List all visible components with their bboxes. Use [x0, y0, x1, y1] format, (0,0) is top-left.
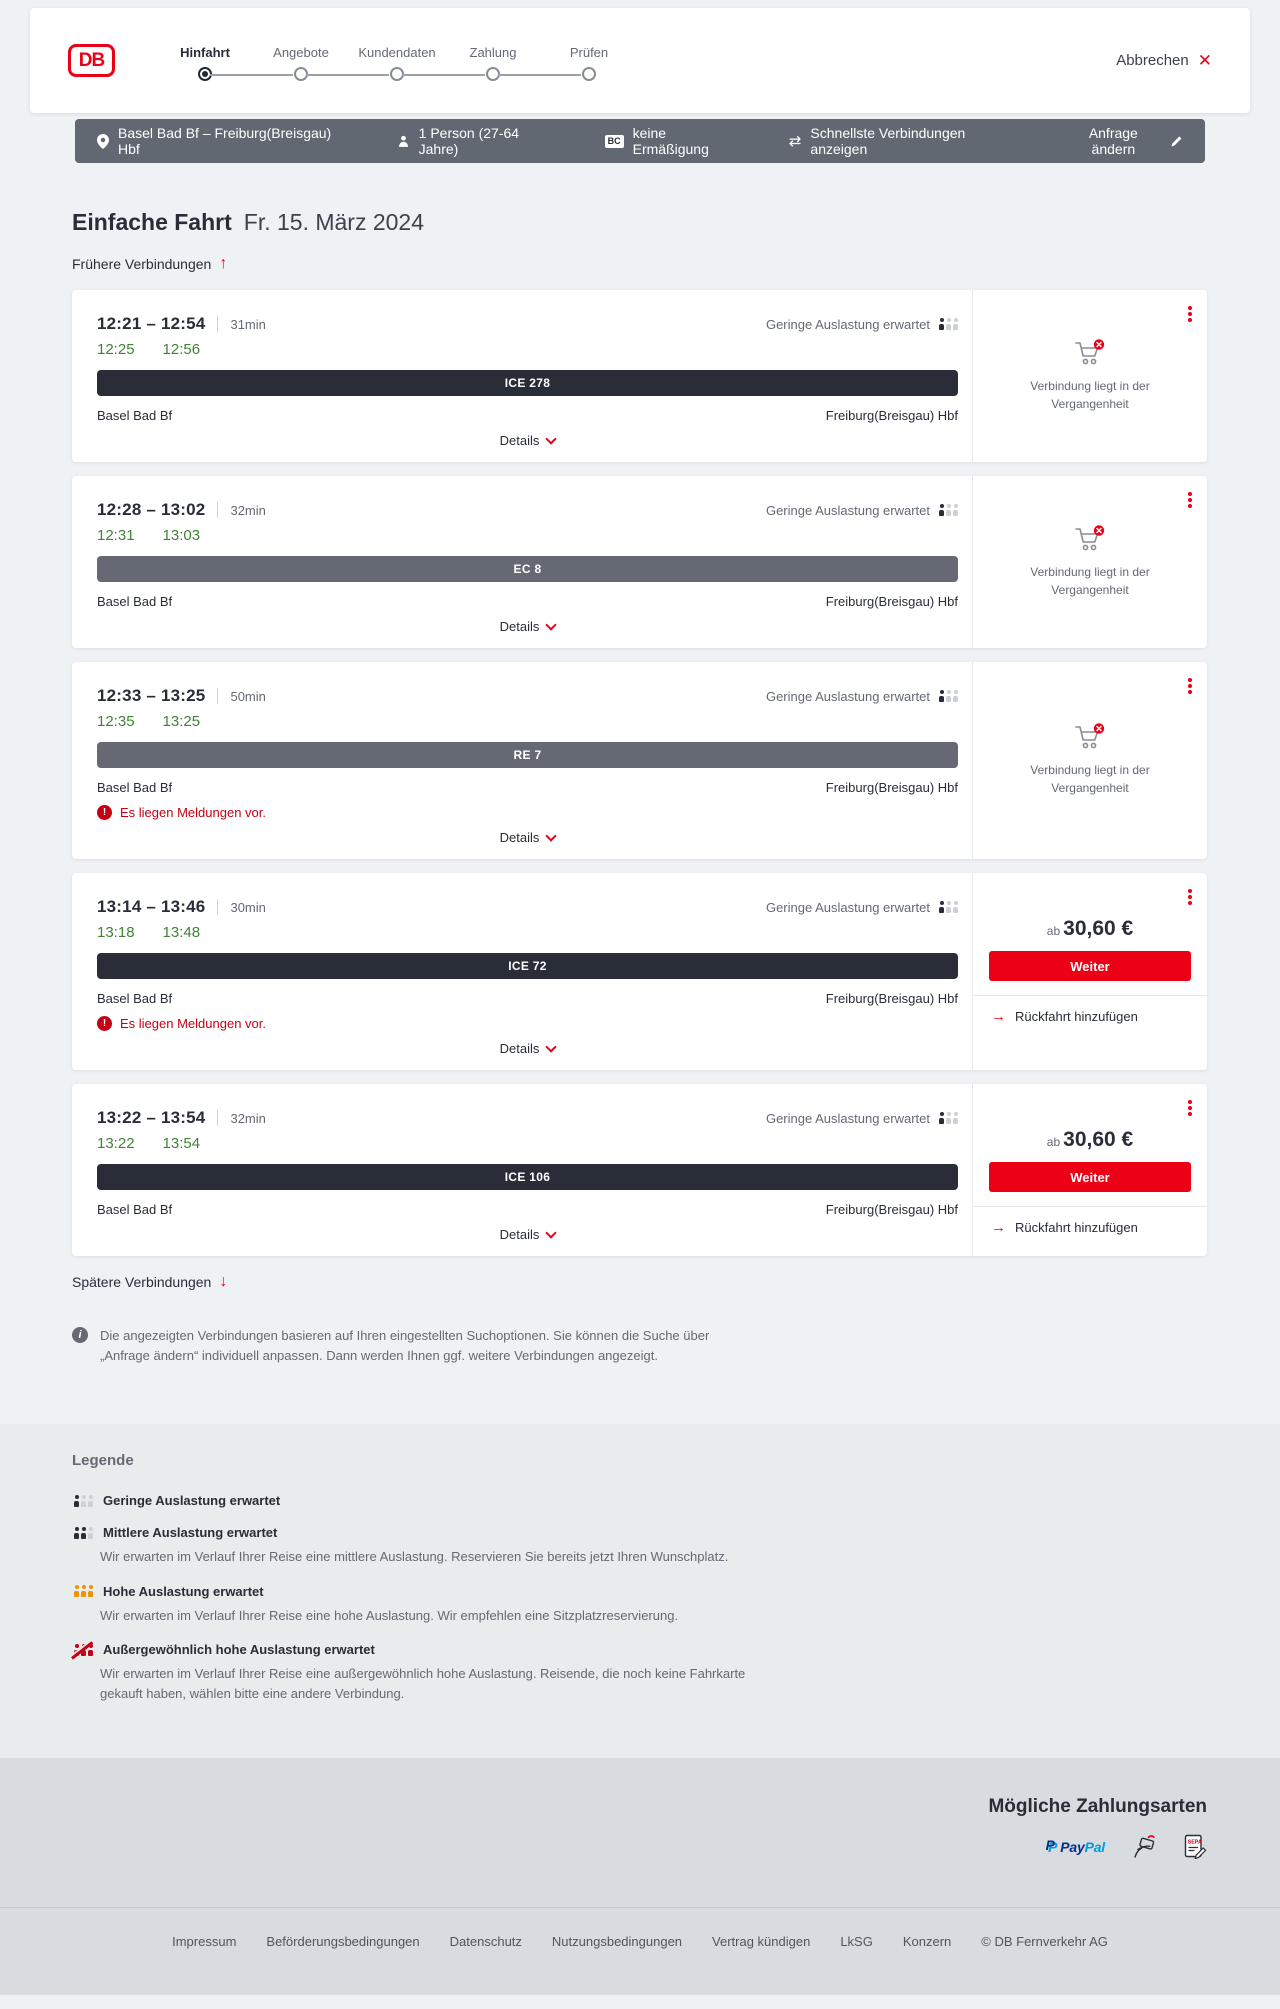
legend-description: Wir erwarten im Verlauf Ihrer Reise eine hohe Auslastung. Wir empfehlen eine Sitzplatzreservierung. — [100, 1607, 679, 1623]
connection-side-panel — [972, 476, 1207, 648]
departure-station: Basel Bad Bf — [97, 594, 173, 609]
occupancy-indicator — [766, 900, 958, 915]
duration: 32min — [230, 1110, 266, 1126]
divider — [217, 316, 218, 332]
passenger-summary — [397, 125, 559, 157]
occupancy-low-icon — [937, 504, 958, 516]
train-label[interactable]: ICE 278 — [97, 370, 958, 396]
earlier-connections-link[interactable]: Frühere Verbindungen ↑ — [72, 255, 228, 272]
divider — [217, 899, 218, 915]
divider — [217, 1110, 218, 1126]
arrival-station: Freiburg(Breisgau) Hbf — [825, 408, 958, 423]
price-prefix: ab — [1046, 924, 1061, 938]
connection-times: 12:21 – 12:54 — [97, 314, 206, 333]
add-return-label: Rückfahrt hinzufügen — [1015, 1220, 1138, 1235]
chevron-down-icon — [546, 1041, 557, 1052]
route-label: Basel Bad Bf – Freiburg(Breisgau) Hbf — [118, 125, 332, 157]
price-value: 30,60 € — [1063, 1128, 1134, 1151]
details-row — [97, 423, 958, 452]
footer-links — [0, 1908, 1280, 1995]
page-heading — [72, 209, 1207, 236]
add-return-label: Rückfahrt hinzufügen — [1015, 1009, 1138, 1024]
more-menu-button[interactable] — [1184, 672, 1196, 700]
person-icon — [397, 135, 410, 148]
app-header — [30, 8, 1250, 113]
duration: 31min — [230, 316, 266, 332]
arrow-right-icon: → — [991, 1219, 1006, 1236]
occupancy-indicator — [766, 317, 958, 332]
chevron-down-icon — [546, 619, 557, 630]
step-kundendaten[interactable]: Kundendaten — [349, 45, 445, 81]
train-label[interactable]: RE 7 — [97, 742, 958, 768]
warning-text: Es liegen Meldungen vor. — [120, 805, 266, 820]
connection-main — [72, 873, 972, 1070]
departure-station: Basel Bad Bf — [97, 1202, 173, 1217]
warning-icon: ! — [97, 805, 112, 820]
info-text: Die angezeigten Verbindungen basieren auf Ihren eingestellten Suchoptionen. Sie können die Suche über „Anfrage ändern“ individuell anpassen. Dann werden Ihnen ggf. weitere Verbindungen angezeigt. — [100, 1328, 710, 1364]
connection-side-panel — [972, 290, 1207, 462]
chevron-down-icon — [546, 433, 557, 444]
connection-card — [72, 662, 1207, 859]
connection-main — [72, 662, 972, 859]
travel-date: Fr. 15. März 2024 — [243, 209, 425, 235]
arrival-station: Freiburg(Breisgau) Hbf — [825, 780, 958, 795]
step-pruefen[interactable]: Prüfen — [541, 45, 637, 81]
legend-item-low: Geringe Auslastung erwartet — [72, 1493, 1207, 1508]
time-row — [97, 500, 958, 520]
divider — [217, 688, 218, 704]
past-connection-box — [989, 524, 1191, 613]
occupancy-label: Geringe Auslastung erwartet — [765, 1110, 930, 1126]
departure-station: Basel Bad Bf — [97, 991, 173, 1006]
later-connections-link[interactable]: Spätere Verbindungen ↓ — [72, 1273, 228, 1290]
payment-section — [0, 1758, 1280, 1995]
train-label[interactable]: ICE 106 — [97, 1164, 958, 1190]
divider — [217, 502, 218, 518]
svg-text:SEPA: SEPA — [1187, 1839, 1202, 1846]
occupancy-label: Geringe Auslastung erwartet — [765, 688, 930, 704]
details-row — [97, 609, 958, 638]
departure-station: Basel Bad Bf — [97, 780, 173, 795]
close-icon: ✕ — [1197, 51, 1212, 70]
occupancy-low-icon — [72, 1495, 93, 1507]
connection-side-panel — [972, 1084, 1207, 1256]
occupancy-low-icon — [937, 1112, 958, 1124]
occupancy-label: Geringe Auslastung erwartet — [765, 316, 930, 332]
connection-times: 13:22 – 13:54 — [97, 1108, 206, 1127]
occupancy-indicator — [766, 503, 958, 518]
realtime-departure: 13:18 — [97, 924, 135, 941]
connection-card — [72, 476, 1207, 648]
realtime-arrival: 13:25 — [162, 713, 201, 730]
occupancy-indicator — [766, 1111, 958, 1126]
progress-stepper — [157, 45, 637, 81]
realtime-row — [97, 713, 958, 730]
legend-title: Legende — [72, 1452, 134, 1470]
change-request-label: Anfrage ändern — [1088, 125, 1138, 157]
add-return-button[interactable] — [973, 995, 1207, 1037]
occupancy-low-icon — [937, 318, 958, 330]
price — [989, 1128, 1191, 1152]
past-connection-text: Verbindung liegt in der Vergangenheit — [1030, 564, 1150, 597]
departure-station: Basel Bad Bf — [97, 408, 173, 423]
cart-unavailable-icon — [1074, 524, 1106, 553]
realtime-arrival: 13:54 — [162, 1135, 201, 1152]
footer-link[interactable]: Datenschutz — [449, 1934, 522, 1950]
db-logo[interactable]: DB — [68, 44, 115, 77]
details-row — [97, 820, 958, 849]
fastest-label: Schnellste Verbindungen anzeigen — [810, 125, 966, 157]
realtime-row — [97, 1135, 958, 1152]
arrival-station: Freiburg(Breisgau) Hbf — [825, 991, 958, 1006]
search-criteria-bar — [75, 119, 1205, 163]
cancel-label: Abbrechen — [1116, 52, 1189, 69]
location-pin-icon — [97, 134, 109, 149]
occupancy-label: Geringe Auslastung erwartet — [765, 502, 930, 518]
time-row — [97, 897, 958, 917]
past-connection-box — [989, 338, 1191, 427]
duration: 32min — [230, 502, 266, 518]
footer-link[interactable]: Nutzungsbedingungen — [551, 1934, 683, 1950]
connection-main — [72, 1084, 972, 1256]
more-menu-button[interactable] — [1184, 883, 1196, 911]
time-row — [97, 1108, 958, 1128]
connection-times: 12:28 – 13:02 — [97, 500, 206, 519]
payment-title: Mögliche Zahlungsarten — [988, 1796, 1207, 1818]
train-label[interactable]: ICE 72 — [97, 953, 958, 979]
realtime-row — [97, 527, 958, 544]
details-label: Details — [499, 1227, 540, 1242]
connection-side-panel — [972, 662, 1207, 859]
cart-unavailable-icon — [1074, 338, 1106, 367]
route-summary — [97, 125, 351, 157]
footer-link[interactable]: Konzern — [902, 1934, 952, 1950]
legend-description: Wir erwarten im Verlauf Ihrer Reise eine mittlere Auslastung. Reservieren Sie bereits jetzt Ihren Wunschplatz. — [100, 1549, 729, 1565]
step-hinfahrt[interactable]: Hinfahrt — [157, 45, 253, 81]
bahncard-icon: BC — [605, 135, 624, 148]
details-label: Details — [499, 433, 540, 448]
legend-item-high: Hohe Auslastung erwartet Wir erwarten im Verlauf Ihrer Reise eine hohe Auslastung. Wir empfehlen eine Sitzplatzreservierung. — [72, 1584, 1207, 1626]
occupancy-indicator — [766, 689, 958, 704]
details-label: Details — [499, 830, 540, 845]
pencil-icon — [1170, 135, 1183, 148]
cart-unavailable-icon — [1074, 722, 1106, 751]
more-menu-button[interactable] — [1184, 1094, 1196, 1122]
continue-button[interactable]: Weiter — [989, 951, 1191, 981]
details-toggle[interactable] — [500, 830, 556, 845]
results-area — [72, 209, 1207, 1424]
occupancy-medium-icon — [72, 1527, 93, 1539]
discount-summary — [605, 125, 743, 157]
arrow-down-icon: ↓ — [219, 1273, 228, 1290]
legend-item-exceptional: Außergewöhnlich hohe Auslastung erwartet Wir erwarten im Verlauf Ihrer Reise eine außergewöhnlich hohe Auslastung. Reisende, die noch keine Fahrkarte gekauft haben, wählen bitte eine andere Verbindung. — [72, 1642, 1207, 1703]
stations-row — [97, 408, 958, 423]
details-toggle[interactable] — [500, 1227, 556, 1242]
past-connection-text: Verbindung liegt in der Vergangenheit — [1030, 763, 1150, 795]
train-label[interactable]: EC 8 — [97, 556, 958, 582]
connection-card — [72, 290, 1207, 462]
payment-methods — [72, 1834, 1207, 1859]
step-dot — [582, 67, 596, 81]
messages-warning — [97, 1016, 958, 1031]
step-angebote[interactable]: Angebote — [253, 45, 349, 81]
connection-side-panel — [972, 873, 1207, 1070]
chevron-down-icon — [546, 830, 557, 841]
stations-row — [97, 991, 958, 1006]
cancel-button[interactable] — [1116, 52, 1212, 69]
search-options-note — [72, 1326, 1207, 1424]
realtime-row — [97, 924, 958, 941]
stations-row — [97, 1202, 958, 1217]
price-value: 30,60 € — [1063, 917, 1134, 940]
occupancy-high-icon — [72, 1585, 93, 1597]
details-toggle[interactable] — [500, 433, 556, 448]
add-return-button[interactable] — [973, 1206, 1207, 1248]
occupancy-low-icon — [937, 690, 958, 702]
fast-connections-icon: ⇄ — [788, 132, 802, 150]
arrival-station: Freiburg(Breisgau) Hbf — [825, 1202, 958, 1217]
connection-card — [72, 873, 1207, 1070]
occupancy-low-icon — [937, 901, 958, 913]
realtime-row — [97, 341, 958, 358]
details-row — [97, 1031, 958, 1060]
details-label: Details — [499, 619, 540, 634]
sepa-icon — [1184, 1834, 1207, 1859]
time-row — [97, 314, 958, 334]
realtime-departure: 13:22 — [97, 1135, 135, 1152]
occupancy-exceptional-icon — [72, 1644, 93, 1656]
legend-description: Wir erwarten im Verlauf Ihrer Reise eine außergewöhnlich hohe Auslastung. Reisende, die noch keine Fahrkarte gekauft haben, wählen bitte eine andere Verbindung. — [100, 1666, 746, 1701]
details-label: Details — [499, 1041, 540, 1056]
legend-section — [0, 1424, 1280, 1758]
more-menu-button[interactable] — [1184, 300, 1196, 328]
details-row — [97, 1217, 958, 1246]
discount-label: keine Ermäßigung — [632, 125, 709, 157]
stations-row — [97, 594, 958, 609]
connection-times: 12:33 – 13:25 — [97, 686, 206, 705]
fastest-connections-toggle[interactable] — [789, 125, 1021, 157]
footer-link[interactable]: © DB Fernverkehr AG — [981, 1934, 1108, 1950]
passengers-label: 1 Person (27-64 Jahre) — [418, 125, 520, 157]
arrival-station: Freiburg(Breisgau) Hbf — [825, 594, 958, 609]
realtime-arrival: 13:48 — [162, 924, 201, 941]
realtime-departure: 12:31 — [97, 527, 135, 544]
warning-text: Es liegen Meldungen vor. — [120, 1016, 266, 1031]
stations-row — [97, 780, 958, 795]
chevron-down-icon — [546, 1227, 557, 1238]
arrow-up-icon: ↑ — [219, 255, 228, 272]
step-zahlung[interactable]: Zahlung — [445, 45, 541, 81]
credit-card-icon — [1131, 1834, 1158, 1859]
page-title: Einfache Fahrt — [72, 209, 232, 235]
realtime-departure: 12:25 — [97, 341, 135, 358]
price-prefix: ab — [1046, 1135, 1061, 1149]
footer-link[interactable]: Impressum — [172, 1934, 237, 1950]
realtime-arrival: 13:03 — [162, 527, 201, 544]
footer-link[interactable]: LkSG — [840, 1934, 873, 1950]
price — [989, 917, 1191, 941]
past-connection-text: Verbindung liegt in der Vergangenheit — [1030, 378, 1150, 411]
arrow-right-icon: → — [991, 1008, 1006, 1025]
footer-link[interactable]: Vertrag kündigen — [712, 1934, 811, 1950]
change-request-button[interactable] — [1066, 125, 1183, 157]
connection-main — [72, 476, 972, 648]
paypal-icon: P P Pay Pal — [1048, 1839, 1105, 1855]
duration: 50min — [230, 688, 266, 704]
legend-item-medium: Mittlere Auslastung erwartet Wir erwarten im Verlauf Ihrer Reise eine mittlere Auslastung. Reservieren Sie bereits jetzt Ihren Wunschplatz. — [72, 1525, 1207, 1567]
connection-list — [72, 290, 1207, 1256]
details-toggle[interactable] — [500, 1041, 556, 1056]
realtime-departure: 12:35 — [97, 713, 135, 730]
messages-warning — [97, 805, 958, 820]
realtime-arrival: 12:56 — [162, 341, 201, 358]
connection-card — [72, 1084, 1207, 1256]
occupancy-label: Geringe Auslastung erwartet — [765, 899, 930, 915]
time-row — [97, 686, 958, 706]
connection-times: 13:14 – 13:46 — [97, 897, 206, 916]
footer-link[interactable]: Beförderungsbedingungen — [266, 1934, 420, 1950]
details-toggle[interactable] — [500, 619, 556, 634]
past-connection-box — [989, 722, 1191, 811]
continue-button[interactable]: Weiter — [989, 1162, 1191, 1192]
duration: 30min — [230, 899, 266, 915]
connection-main — [72, 290, 972, 462]
warning-icon: ! — [97, 1016, 112, 1031]
more-menu-button[interactable] — [1184, 486, 1196, 514]
info-icon: i — [72, 1327, 88, 1343]
